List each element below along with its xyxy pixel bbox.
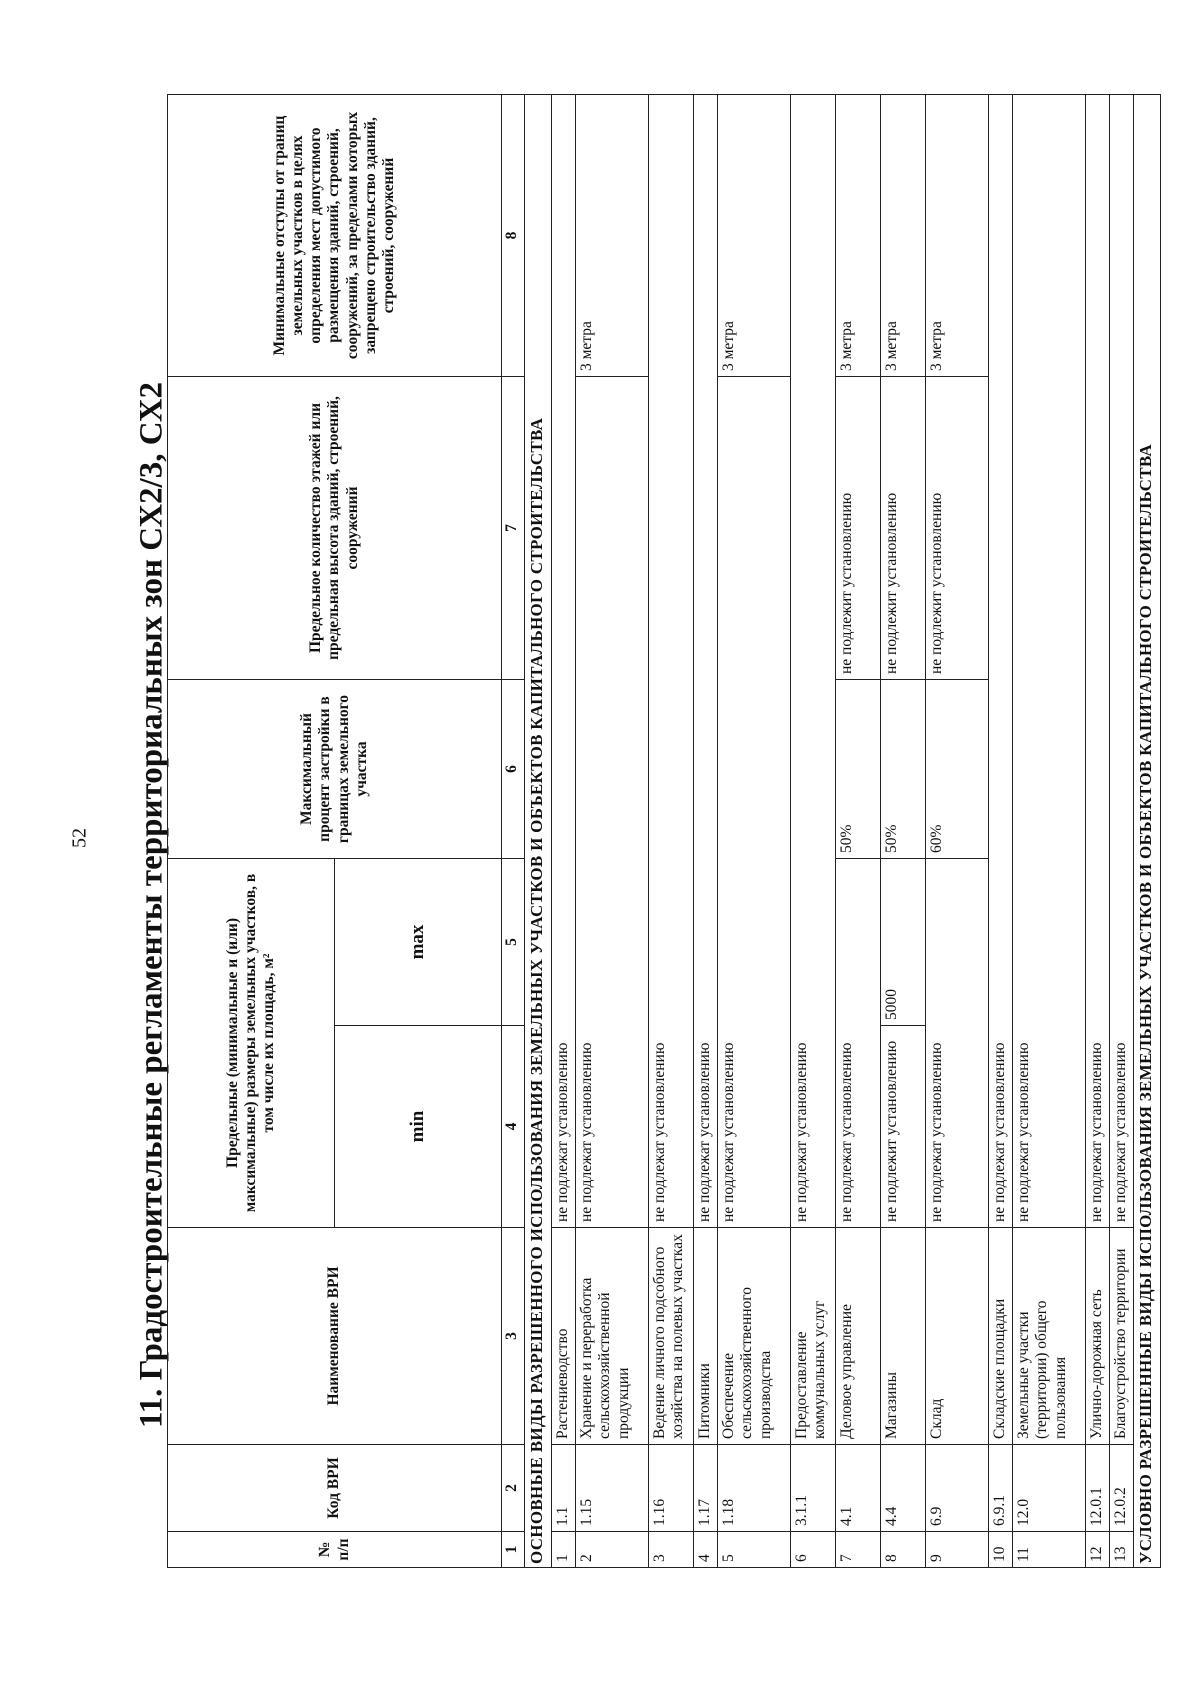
- row-num: 5: [718, 1532, 791, 1568]
- row-setback: 3 метра: [926, 95, 989, 377]
- row-name: Земельные участки (территории) общего пользования: [1013, 1228, 1086, 1445]
- row-setback: 3 метра: [836, 95, 881, 377]
- row-code: 6.9: [926, 1445, 989, 1532]
- row-code: 1.17: [694, 1445, 718, 1532]
- row-name: Склад: [926, 1228, 989, 1445]
- row-name: Улично-дорожная сеть: [1086, 1228, 1110, 1445]
- column-number: 3: [502, 1228, 525, 1445]
- row-floors: не подлежит установлению: [836, 377, 881, 680]
- row-area: не подлежат установлению: [836, 859, 881, 1228]
- row-code: 4.4: [881, 1445, 926, 1532]
- row-name: Хранение и переработка сельскохозяйственной продукции: [576, 1228, 649, 1445]
- row-code: 12.0: [1013, 1445, 1086, 1532]
- row-code: 3.1.1: [791, 1445, 836, 1532]
- row-code: 12.0.2: [1110, 1445, 1134, 1532]
- header-code: Код ВРИ: [168, 1445, 502, 1532]
- header-min: min: [335, 1026, 502, 1228]
- table-row: [576, 95, 649, 1568]
- row-code: 6.9.1: [989, 1445, 1013, 1532]
- column-number: 4: [502, 1026, 525, 1228]
- section-conditional-heading: УСЛОВНО РАЗРЕШЕННЫЕ ВИДЫ ИСПОЛЬЗОВАНИЯ ЗЕМЕЛЬНЫХ УЧАСТКОВ И ОБЪЕКТОВ КАПИТАЛЬНОГО СТРОИТЕЛЬСТВА: [1134, 95, 1161, 1568]
- table-row: [1013, 95, 1086, 1568]
- row-percent: 60%: [926, 680, 989, 859]
- row-max: 5000: [881, 859, 926, 1026]
- table-row: [552, 95, 576, 1568]
- row-num: 2: [576, 1532, 649, 1568]
- regulations-table: [167, 94, 1161, 1568]
- row-area: не подлежат установлению: [791, 95, 836, 1228]
- row-area: не подлежат установлению: [1110, 95, 1134, 1228]
- section-conditional-row: [1134, 95, 1161, 1568]
- row-name: Предоставление коммунальных услуг: [791, 1228, 836, 1445]
- row-name: Растениеводство: [552, 1228, 576, 1445]
- row-num: 3: [649, 1532, 694, 1568]
- column-number: 5: [502, 859, 525, 1026]
- row-floors: не подлежит установлению: [926, 377, 989, 680]
- row-area: не подлежат установлению: [989, 95, 1013, 1228]
- row-num: 4: [694, 1532, 718, 1568]
- row-area: не подлежат установлению: [1086, 95, 1110, 1228]
- header-name: Наименование ВРИ: [168, 1228, 502, 1445]
- row-name: Благоустройство территории: [1110, 1228, 1134, 1445]
- row-num: 12: [1086, 1532, 1110, 1568]
- row-num: 6: [791, 1532, 836, 1568]
- row-code: 12.0.1: [1086, 1445, 1110, 1532]
- row-area: не подлежат установлению: [576, 377, 649, 1228]
- row-name: Складские площадки: [989, 1228, 1013, 1445]
- header-setback: Минимальные отступы от границ земельных участков в целях определения мест допустимого размещения зданий, строений, сооружений, за пределами которых запрещено строительство зданий, строений, сооружений: [168, 95, 502, 377]
- row-num: 7: [836, 1532, 881, 1568]
- column-numbers-row: [502, 95, 525, 1568]
- regulations-table-container: [167, 95, 1167, 1568]
- header-floors: Предельное количество этажей или предельная высота зданий, строений, сооружений: [168, 377, 502, 680]
- page-number: 52: [68, 828, 91, 848]
- row-name: Ведение личного подсобного хозяйства на полевых участках: [649, 1228, 694, 1445]
- row-area: не подлежат установлению: [926, 859, 989, 1228]
- section-main-heading: ОСНОВНЫЕ ВИДЫ РАЗРЕШЕННОГО ИСПОЛЬЗОВАНИЯ ЗЕМЕЛЬНЫХ УЧАСТКОВ И ОБЪЕКТОВ КАПИТАЛЬНОГО СТРОИТЕЛЬСТВА: [525, 95, 552, 1568]
- row-area: не подлежат установлению: [1013, 95, 1086, 1228]
- header-area: Предельные (минимальные и (или) максимальные) размеры земельных участков, в том числе их площадь, м²: [168, 859, 335, 1228]
- row-code: 1.16: [649, 1445, 694, 1532]
- column-number: 1: [502, 1532, 525, 1568]
- table-row: [1086, 95, 1110, 1568]
- header-num: № п/п: [168, 1532, 502, 1568]
- row-name: Магазины: [881, 1228, 926, 1445]
- row-name: Деловое управление: [836, 1228, 881, 1445]
- header-max: max: [335, 859, 502, 1026]
- header-percent: Максимальный процент застройки в границах земельного участка: [168, 680, 502, 859]
- row-code: 1.15: [576, 1445, 649, 1532]
- table-row: [926, 95, 989, 1568]
- row-area: не подлежат установлению: [649, 95, 694, 1228]
- row-num: 11: [1013, 1532, 1086, 1568]
- row-code: 4.1: [836, 1445, 881, 1532]
- table-row: [718, 95, 791, 1568]
- table-row: [649, 95, 694, 1568]
- row-name: Обеспечение сельскохозяйственного производства: [718, 1228, 791, 1445]
- table-row: [791, 95, 836, 1568]
- row-min: не подлежит установлению: [881, 1026, 926, 1228]
- row-num: 10: [989, 1532, 1013, 1568]
- row-setback: 3 метра: [881, 95, 926, 377]
- row-num: 8: [881, 1532, 926, 1568]
- row-setback: 3 метра: [718, 95, 791, 377]
- row-percent: 50%: [836, 680, 881, 859]
- header-row: [168, 95, 335, 1568]
- row-name: Питомники: [694, 1228, 718, 1445]
- row-code: 1.18: [718, 1445, 791, 1532]
- section-main-row: [525, 95, 552, 1568]
- table-row: [836, 95, 881, 1568]
- column-number: 7: [502, 377, 525, 680]
- table-row: [694, 95, 718, 1568]
- column-number: 6: [502, 680, 525, 859]
- page-title: 11. Градостроительные регламенты территориальных зон СХ2/3, СХ2: [133, 381, 170, 1429]
- row-floors: не подлежит установлению: [881, 377, 926, 680]
- row-num: 9: [926, 1532, 989, 1568]
- row-area: не подлежат установлению: [552, 95, 576, 1228]
- table-row: [881, 95, 926, 1568]
- row-code: 1.1: [552, 1445, 576, 1532]
- table-row: [1110, 95, 1134, 1568]
- row-setback: 3 метра: [576, 95, 649, 377]
- column-number: 2: [502, 1445, 525, 1532]
- row-num: 13: [1110, 1532, 1134, 1568]
- row-area: не подлежат установлению: [718, 377, 791, 1228]
- row-area: не подлежат установлению: [694, 95, 718, 1228]
- row-percent: 50%: [881, 680, 926, 859]
- row-num: 1: [552, 1532, 576, 1568]
- table-row: [989, 95, 1013, 1568]
- column-number: 8: [502, 95, 525, 377]
